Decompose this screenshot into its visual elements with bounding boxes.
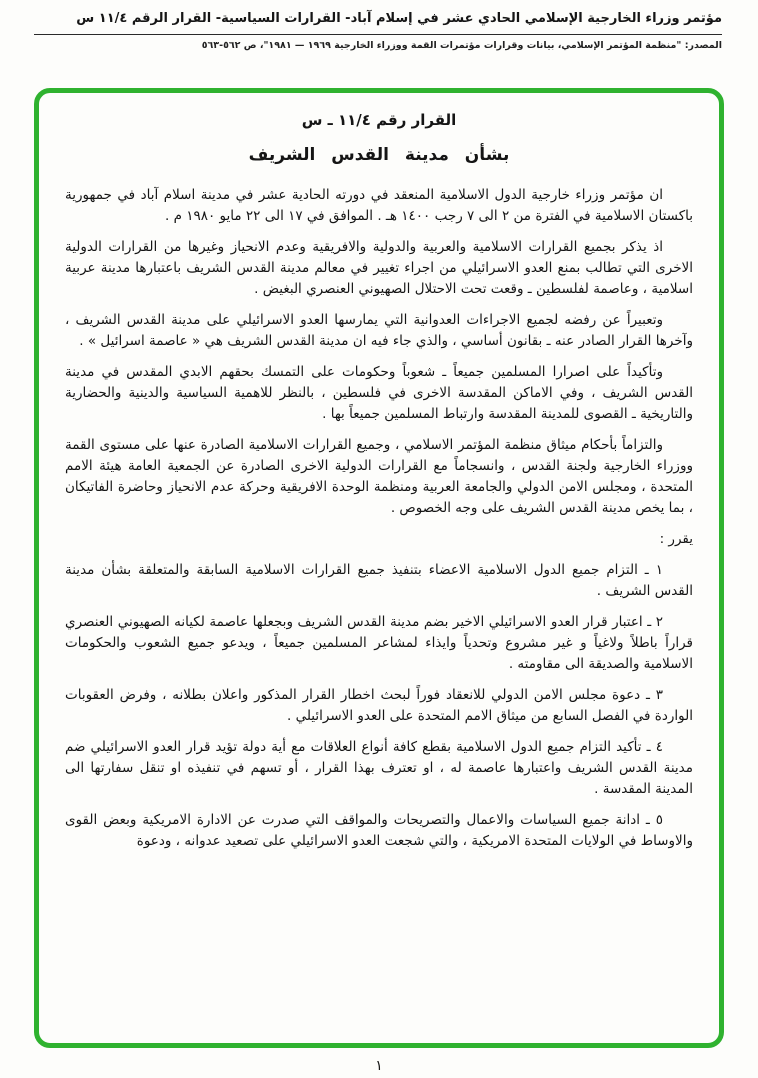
page-number: ١ bbox=[375, 1058, 383, 1074]
paragraph-clause-1: ١ ـ التزام جميع الدول الاسلامية الاعضاء بتنفيذ جميع القرارات الاسلامية السابقة والمتعلقة بشأن مدينة القدس الشريف . bbox=[65, 562, 693, 599]
resolution-number: القرار رقم ١١/٤ ـ س bbox=[301, 111, 457, 129]
paragraph-preamble-rejection: وتعبيراً عن رفضه لجميع الاجراءات العدوانية التي يمارسها العدو الاسرائيلي على مدينة القدس الشريف ، وآخرها القرار الصادر عنه ـ بقانون أساسي ، والذي جاء فيه ان مدينة القدس الشريف هي « عاصمة اسرائيل » . bbox=[65, 312, 693, 349]
header-citation-line: مؤتمر وزراء الخارجية الإسلامي الحادي عشر في إسلام آباد- القرارات السياسية- القرار الرقم ١١/٤ س bbox=[34, 10, 722, 35]
document-frame bbox=[34, 88, 724, 1048]
document-title: بشأن مدينة القدس الشريف bbox=[248, 145, 510, 165]
paragraph-preamble-session: ان مؤتمر وزراء خارجية الدول الاسلامية المنعقد في دورته الحادية عشر في مدينة اسلام آباد في جمهورية باكستان الاسلامية في الفترة من ٢ الى ٧ رجب ١٤٠٠ هـ . الموافق في ١٧ الى ٢٢ مايو ١٩٨٠ م . bbox=[65, 187, 693, 224]
paragraph-preamble-recall: اذ يذكر بجميع القرارات الاسلامية والعربية والدولية والافريقية وعدم الانحياز وغيرها من القرارات الدولية الاخرى التي تطالب بمنع العدو الاسرائيلي من اجراء تغيير في معالم مدينة القدس الشريف باعتبارها مدينة عربية اسلامية ، وعاصمة لفلسطين ـ وقعت تحت الاحتلال الصهيوني العنصري البغيض . bbox=[65, 239, 693, 297]
paragraph-clause-4: ٤ ـ تأكيد التزام جميع الدول الاسلامية بقطع كافة أنواع العلاقات مع أية دولة تؤيد قرار العدو الاسرائيلي ضم مدينة القدس الشريف واعتبارها عاصمة له ، او تعترف بهذا القرار ، أو تسهم في تنفيذه او تنقل سفارتها الى المدينة المقدسة . bbox=[65, 739, 693, 797]
paragraph-preamble-commitment: والتزاماً بأحكام ميثاق منظمة المؤتمر الاسلامي ، وجميع القرارات الاسلامية الصادرة عنها على مستوى القمة ووزراء الخارجية ولجنة القدس ، وانسجاماً مع القرارات الدولية الاخرى الصادرة عن الجمعية العامة هيئة الامم المتحدة ، ومجلس الامن الدولي والجامعة العربية ومنظمة الوحدة الافريقية وحركة عدم الانحياز وحاضرة الفاتيكان ، بما يخص مدينة القدس الشريف على وجه الخصوص . bbox=[65, 437, 693, 516]
paragraph-preamble-affirmation: وتأكيداً على اصرارا المسلمين جميعاً ـ شعوباً وحكومات على التمسك بحقهم الابدي المقدس في مدينة القدس الشريف ، وفي الاماكن المقدسة الاخرى في فلسطين ، بالنظر للاهمية السياسية والدينية والحضارية والتاريخية ـ القصوى للمدينة المقدسة وارتباط المسلمين جميعاً بها . bbox=[65, 364, 693, 422]
paragraph-clause-5: ٥ ـ ادانة جميع السياسات والاعمال والتصريحات والمواقف التي صدرت عن الادارة الامريكية وبعض القوى والاوساط في الولايات المتحدة الامريكية ، والتي شجعت العدو الاسرائيلي على تصعيد عدوانه ، ودعوة bbox=[65, 812, 693, 849]
paragraph-clause-2: ٢ ـ اعتبار قرار العدو الاسرائيلي الاخير بضم مدينة القدس الشريف وبجعلها عاصمة لكيانه الصهيوني العنصري قراراً باطلاً ولاغياً و غير مشروع وتحدياً وايذاء لمشاعر المسلمين جميعاً ، ويدعو جميع الشعوب والحكومات الاسلامية والصديقة الى مقاومته . bbox=[65, 614, 693, 672]
header-source-line: المصدر: "منظمة المؤتمر الإسلامي، بيانات وقرارات مؤتمرات القمة ووزراء الخارجية ١٩٦٩ — ١٩٨١"، ص ٥٦٢-٥٦٣ bbox=[201, 39, 722, 51]
decides-label: يقرر : bbox=[659, 531, 693, 547]
document-header bbox=[34, 10, 722, 51]
paragraph-clause-3: ٣ ـ دعوة مجلس الامن الدولي للانعقاد فوراً لبحث اخطار القرار المذكور واعلان بطلانه ، وفرض العقوبات الواردة في الفصل السابع من ميثاق الامم المتحدة على العدو الاسرائيلي . bbox=[65, 687, 693, 724]
